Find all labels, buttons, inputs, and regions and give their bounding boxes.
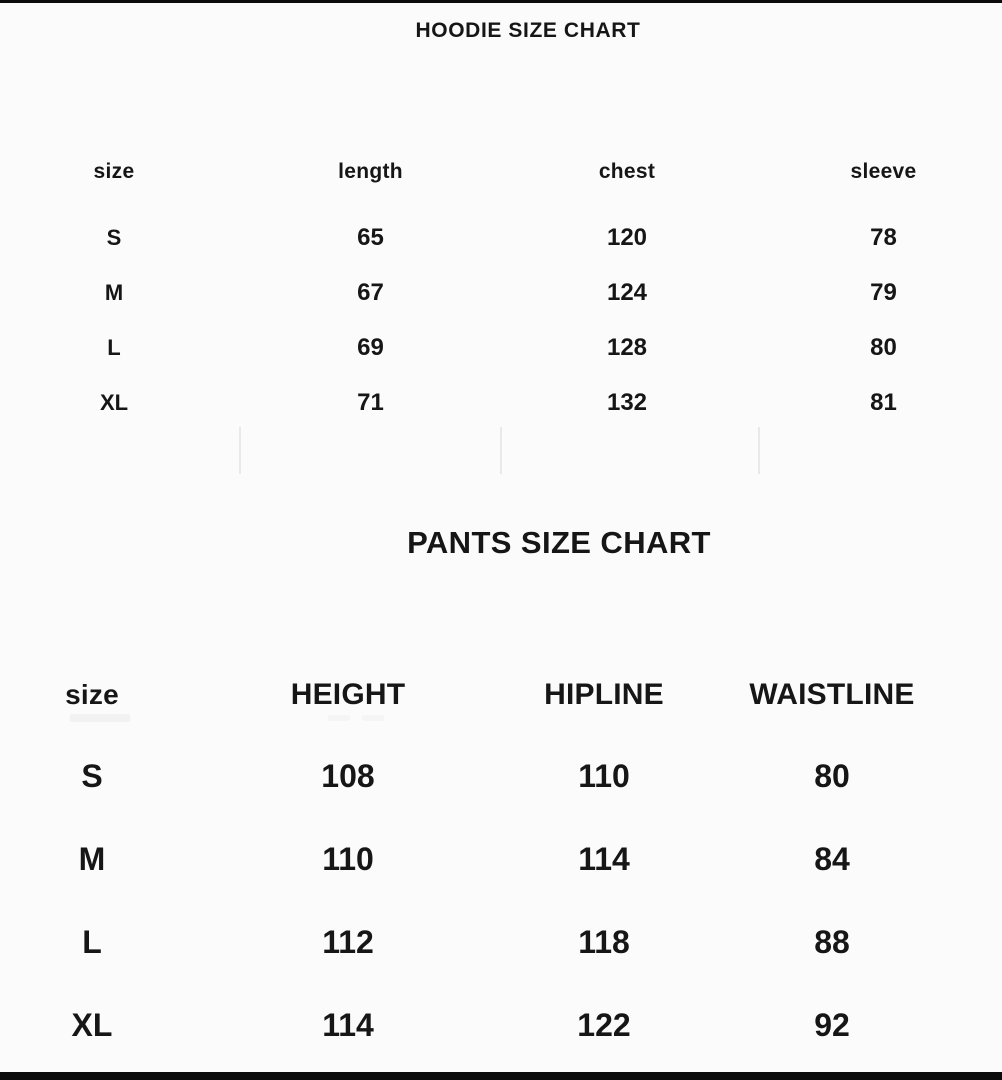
waistline-value: 84 <box>814 841 850 877</box>
top-border-bar <box>0 0 1002 3</box>
hoodie-column-header-length: length <box>338 159 403 183</box>
height-value: 108 <box>321 758 375 794</box>
size-label: M <box>104 279 124 305</box>
size-label: XL <box>99 389 129 415</box>
hipline-value: 114 <box>578 841 630 877</box>
height-value: 114 <box>322 1007 374 1043</box>
hoodie-column-header-sleeve: sleeve <box>850 159 917 183</box>
column-divider-line <box>758 427 760 474</box>
length-value: 71 <box>357 388 384 416</box>
hipline-value: 110 <box>578 758 630 794</box>
length-value: 67 <box>357 278 384 306</box>
table-row <box>0 210 1002 265</box>
size-label: M <box>78 841 106 877</box>
table-row <box>0 265 1002 320</box>
hoodie-table-header-row <box>0 144 1002 199</box>
sleeve-value: 81 <box>870 388 897 416</box>
column-divider-line <box>239 427 241 474</box>
size-label: S <box>106 224 122 250</box>
table-row <box>0 375 1002 430</box>
pants-size-table <box>0 662 1002 1067</box>
length-value: 69 <box>357 333 384 361</box>
chest-value: 132 <box>606 388 648 416</box>
hoodie-column-header-chest: chest <box>598 159 656 183</box>
bottom-border-bar <box>0 1072 1002 1080</box>
table-row <box>0 735 1002 818</box>
table-row <box>0 818 1002 901</box>
length-value: 65 <box>357 223 384 251</box>
pants-table-header-row <box>0 662 1002 728</box>
hipline-value: 118 <box>578 924 630 960</box>
waistline-value: 80 <box>814 758 850 794</box>
height-value: 110 <box>322 841 374 877</box>
table-row <box>0 984 1002 1067</box>
hoodie-column-header-size: size <box>93 159 135 183</box>
hoodie-chart-title: HOODIE SIZE CHART <box>415 19 641 42</box>
pants-column-header-size: size <box>65 679 119 710</box>
height-value: 112 <box>322 924 374 960</box>
pants-column-header-height: HEIGHT <box>290 678 406 711</box>
size-label: S <box>81 758 103 794</box>
chest-value: 120 <box>606 223 648 251</box>
pants-column-header-hipline: HIPLINE <box>544 678 664 711</box>
sleeve-value: 78 <box>870 223 897 251</box>
table-row <box>0 901 1002 984</box>
pants-column-header-waistline: WAISTLINE <box>749 678 915 711</box>
size-label: XL <box>71 1007 113 1043</box>
waistline-value: 92 <box>814 1007 850 1043</box>
sleeve-value: 80 <box>870 333 897 361</box>
spacer <box>0 728 1002 735</box>
pants-chart-title: PANTS SIZE CHART <box>407 525 711 560</box>
hipline-value: 122 <box>577 1007 631 1043</box>
size-label: L <box>82 924 102 960</box>
waistline-value: 88 <box>814 924 850 960</box>
size-label: L <box>107 334 121 360</box>
spacer <box>0 199 1002 210</box>
hoodie-size-table <box>0 144 1002 430</box>
chest-value: 128 <box>606 333 648 361</box>
table-row <box>0 320 1002 375</box>
sleeve-value: 79 <box>870 278 897 306</box>
column-divider-line <box>500 427 502 474</box>
chest-value: 124 <box>606 278 648 306</box>
